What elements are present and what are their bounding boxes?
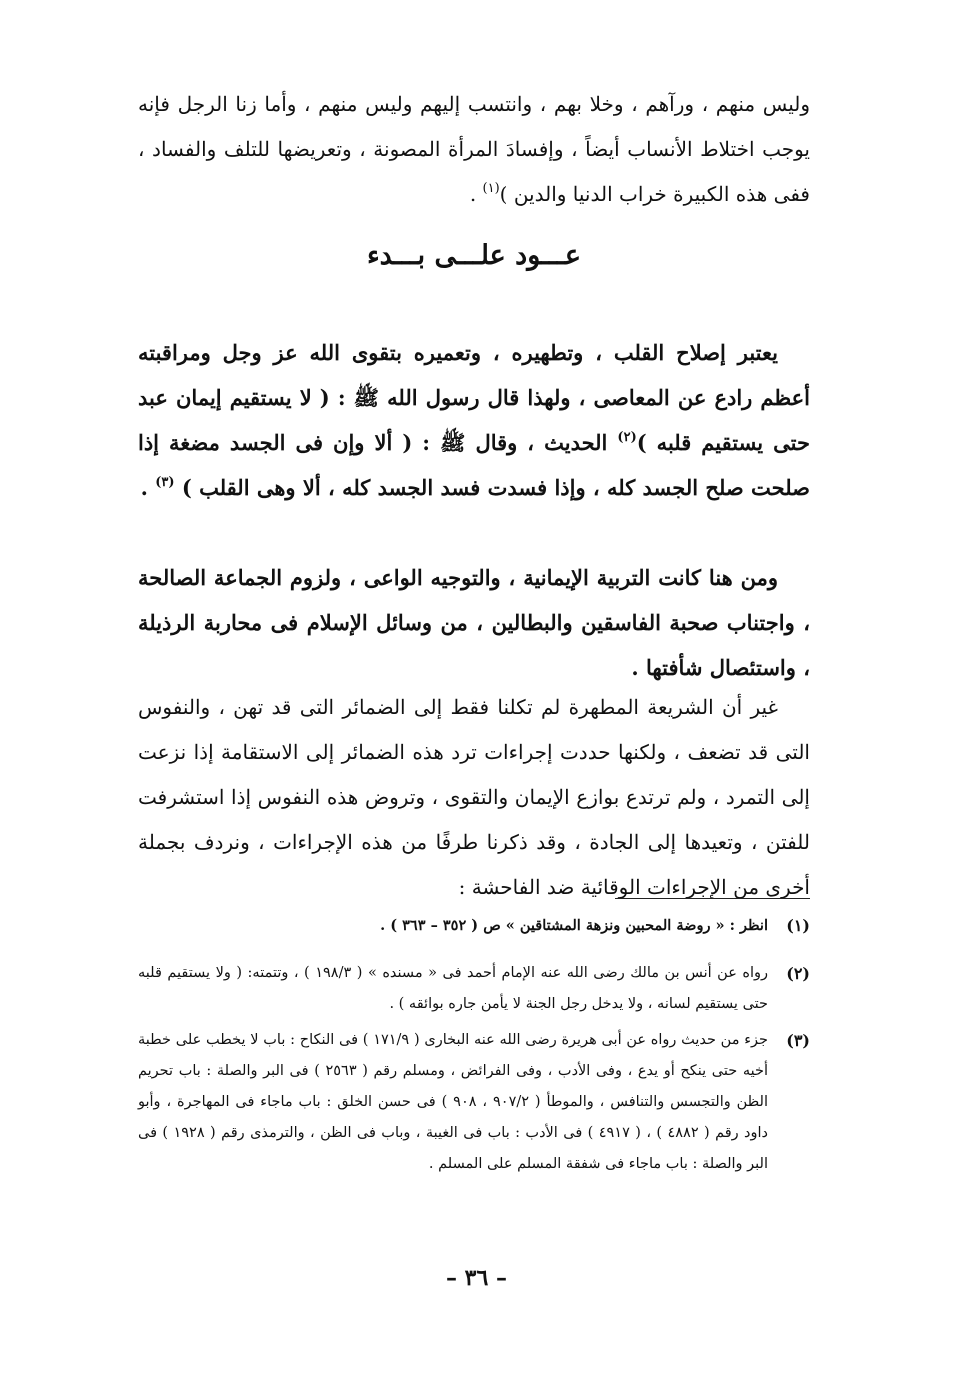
footnote-number: (٣) <box>786 1031 810 1050</box>
page-number: – ٣٦ – <box>446 1265 507 1291</box>
footnote-text: انظر : « روضة المحبين ونزهة المشتاقين » ص ( ٣٥٢ – ٣٦٣ ) . <box>380 917 768 934</box>
footnote-ref-3: (٣) <box>155 475 175 490</box>
paragraph-end: . <box>469 182 483 206</box>
footnote-1 <box>138 910 810 941</box>
paragraph-continuation <box>138 82 810 217</box>
section-heading: عـــود علـــى بـــدء <box>366 240 581 271</box>
footnote-separator <box>615 898 810 899</box>
paragraph-text: وليس منهم ، ورآهم ، وخلا بهم ، وانتسب إليهم وليس منهم ، وأما زنا الرجل فإنه يوجب اختلاط الأنساب أيضاً ، وإفسادَ المرأة المصونة ، وتعريضها للتلف والفساد ، ففى هذه الكبيرة خراب الدنيا والدين ) <box>138 92 810 206</box>
footnote-2 <box>138 958 810 1020</box>
footnote-text: رواه عن أنس بن مالك رضى الله عنه الإمام أحمد فى « مسنده » ( ١٩٨/٣ ) ، وتتمته: ( ولا يستقيم قلبه حتى يستقيم لسانه ، ولا يدخل رجل الجنة لا يأمن جاره بوائقه ) . <box>138 965 768 1012</box>
paragraph-text: ومن هنا كانت التربية الإيمانية ، والتوجيه الواعى ، ولزوم الجماعة الصالحة ، واجتناب صحبة الفاسقين والبطالين ، من وسائل الإسلام فى محاربة الرذيلة ، واستئصال شأفتها . <box>138 565 810 680</box>
footnote-ref-2: (٢) <box>617 430 637 445</box>
footnote-number: (١) <box>786 916 810 935</box>
footnote-ref-1: (١) <box>482 181 500 196</box>
paragraph-sharia <box>138 685 810 910</box>
paragraph-text-b: الحديث ، وقال ﷺ : ( ألا وإن فى الجسد مضغة إذا صلحت صلح الجسد كله ، وإذا فسدت فسد الجسد كله ، ألا وهى القلب ) <box>138 430 810 500</box>
paragraph-text-a: يعتبر إصلاح القلب ، وتطهيره ، وتعميره بتقوى الله عز وجل ومراقبته أعظم رادع عن المعاصى ، ولهذا قال رسول الله ﷺ : ( لا يستقيم إيمان عبد حتى يستقيم قلبه ) <box>138 340 810 455</box>
paragraph-education <box>138 555 810 690</box>
paragraph-text: غير أن الشريعة المطهرة لم تكلنا فقط إلى الضمائر التى قد تهن ، والنفوس التى قد تضعف ، ولكنها حددت إجراءات ترد هذه الضمائر إلى الاستقامة إذا نزعت إلى التمرد ، ولم ترتدع بوازع الإيمان والتقوى ، وتروض هذه النفوس إذا استشرفت للفتن ، وتعيدها إلى الجادة ، وقد ذكرنا طرفًا من هذه الإجراءات ، ونردف بجملة أخرى من الإجراءات الوقائية ضد الفاحشة : <box>138 695 810 899</box>
paragraph-end: . <box>140 475 156 500</box>
footnote-text: جزء من حديث رواه عن أبى هريرة رضى الله عنه البخارى ( ١٧١/٩ ) فى النكاح : باب لا يخطب على خطبة أخيه حتى ينكح أو يدع ، وفى الأدب ، وفى الفرائض ، ومسلم رقم ( ٢٥٦٣ ) فى البر والصلة : باب تحريم الظن والتجسس والتنافس ، والموطأ ( ٩٠٧/٢ ، ٩٠٨ ) فى حسن الخلق : باب ماجاء فى المهاجرة ، وأبو داود رقم ( ٤٨٨٢ ) ، ( ٤٩١٧ ) فى الأدب : باب فى الغيبة ، وباب فى الظن ، والترمذى رقم ( ١٩٢٨ ) فى البر والصلة : باب ماجاء فى شفقة المسلم على المسلم . <box>138 1032 769 1172</box>
footnote-3 <box>138 1025 810 1180</box>
footnote-number: (٢) <box>786 964 810 983</box>
paragraph-heart <box>138 330 810 510</box>
